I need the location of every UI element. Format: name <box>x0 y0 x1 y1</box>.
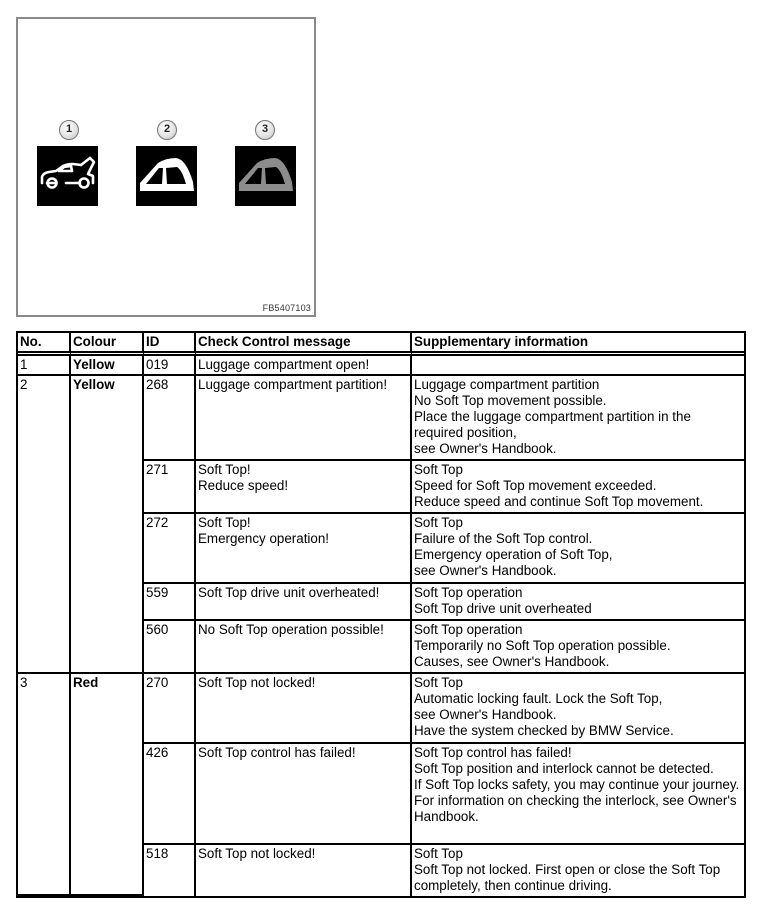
info-line: No Soft Top movement possible. <box>414 393 607 408</box>
info-line: Soft Top operation <box>414 585 523 600</box>
info-line: Emergency operation of Soft Top, <box>414 547 613 562</box>
header-id: ID <box>144 333 196 356</box>
car-tailgate-open-icon <box>37 146 98 206</box>
cell-no: 1 <box>18 356 71 376</box>
cell-no: 3 <box>18 674 71 896</box>
info-line: Place the luggage compartment partition in the required position, <box>414 409 691 440</box>
info-line: Causes, see Owner's Handbook. <box>414 654 610 669</box>
header-message: Check Control message <box>196 333 412 356</box>
cell-no: 2 <box>18 376 71 674</box>
info-line: see Owner's Handbook. <box>414 707 557 722</box>
cell-colour: Red <box>71 674 144 896</box>
info-line: Soft Top operation <box>414 622 523 637</box>
message-line: Reduce speed! <box>198 478 289 493</box>
info-line: Automatic locking fault. Lock the Soft Top, <box>414 691 663 706</box>
info-line: Soft Top <box>414 462 463 477</box>
marker-3: 3 <box>255 120 275 140</box>
message-line: Soft Top! <box>198 462 251 477</box>
info-line: Soft Top control has failed! <box>414 745 572 760</box>
info-line: Luggage compartment partition <box>414 377 600 392</box>
cell-id: 268 <box>144 376 196 461</box>
cell-id: 426 <box>144 744 196 845</box>
header-no: No. <box>18 333 71 356</box>
table-row <box>18 376 744 461</box>
cell-colour: Yellow <box>71 356 144 376</box>
cell-id: 518 <box>144 845 196 896</box>
cell-colour: Yellow <box>71 376 144 674</box>
cell-message <box>196 356 412 376</box>
cell-message <box>196 621 412 674</box>
cell-supplementary-info <box>412 845 744 896</box>
cell-supplementary-info <box>412 744 744 845</box>
info-line: Have the system checked by BMW Service. <box>414 723 674 738</box>
cell-message <box>196 584 412 621</box>
message-line: Soft Top! <box>198 515 251 530</box>
message-line: Soft Top not locked! <box>198 846 316 861</box>
marker-1: 1 <box>59 120 79 140</box>
cell-message <box>196 376 412 461</box>
check-control-table <box>16 331 746 898</box>
cell-supplementary-info <box>412 584 744 621</box>
cell-id: 271 <box>144 461 196 514</box>
header-colour: Colour <box>71 333 144 356</box>
soft-top-grey-icon <box>235 146 296 206</box>
cell-id: 559 <box>144 584 196 621</box>
cell-supplementary-info <box>412 621 744 674</box>
info-line: Failure of the Soft Top control. <box>414 531 593 546</box>
cell-message <box>196 461 412 514</box>
info-line: Soft Top position and interlock cannot be detected. <box>414 761 714 776</box>
info-line: Temporarily no Soft Top operation possible. <box>414 638 671 653</box>
info-line: Soft Top drive unit overheated <box>414 601 592 616</box>
header-row <box>18 333 744 356</box>
soft-top-icon <box>136 146 197 206</box>
figure-code: FB5407103 <box>262 303 311 313</box>
message-line: No Soft Top operation possible! <box>198 622 384 637</box>
message-line: Emergency operation! <box>198 531 330 546</box>
info-line: Soft Top <box>414 675 463 690</box>
message-line: Soft Top control has failed! <box>198 745 356 760</box>
cell-id: 019 <box>144 356 196 376</box>
info-line: Soft Top not locked. First open or close the Soft Top completely, then continue driving. <box>414 862 721 893</box>
header-info: Supplementary information <box>412 333 744 356</box>
cell-supplementary-info <box>412 356 744 376</box>
info-line: see Owner's Handbook. <box>414 563 557 578</box>
message-line: Luggage compartment open! <box>198 357 370 372</box>
info-line: Reduce speed and continue Soft Top movement. <box>414 494 704 509</box>
indicator-figure <box>16 17 316 317</box>
message-line: Soft Top not locked! <box>198 675 316 690</box>
info-line: Speed for Soft Top movement exceeded. <box>414 478 657 493</box>
info-line: see Owner's Handbook. <box>414 441 557 456</box>
cell-message <box>196 674 412 744</box>
info-line: Soft Top <box>414 846 463 861</box>
cell-supplementary-info <box>412 461 744 514</box>
message-line: Luggage compartment partition! <box>198 377 388 392</box>
table-row <box>18 674 744 744</box>
cell-id: 560 <box>144 621 196 674</box>
cell-supplementary-info <box>412 514 744 584</box>
marker-2: 2 <box>157 120 177 140</box>
cell-id: 272 <box>144 514 196 584</box>
cell-supplementary-info <box>412 376 744 461</box>
cell-id: 270 <box>144 674 196 744</box>
cell-message <box>196 845 412 896</box>
cell-message <box>196 514 412 584</box>
cell-supplementary-info <box>412 674 744 744</box>
message-line: Soft Top drive unit overheated! <box>198 585 380 600</box>
info-line: Soft Top <box>414 515 463 530</box>
table-row <box>18 356 744 376</box>
info-line: If Soft Top locks safety, you may continue your journey. For information on checking the interlock, see Owner's Handbook. <box>414 777 740 824</box>
cell-message <box>196 744 412 845</box>
